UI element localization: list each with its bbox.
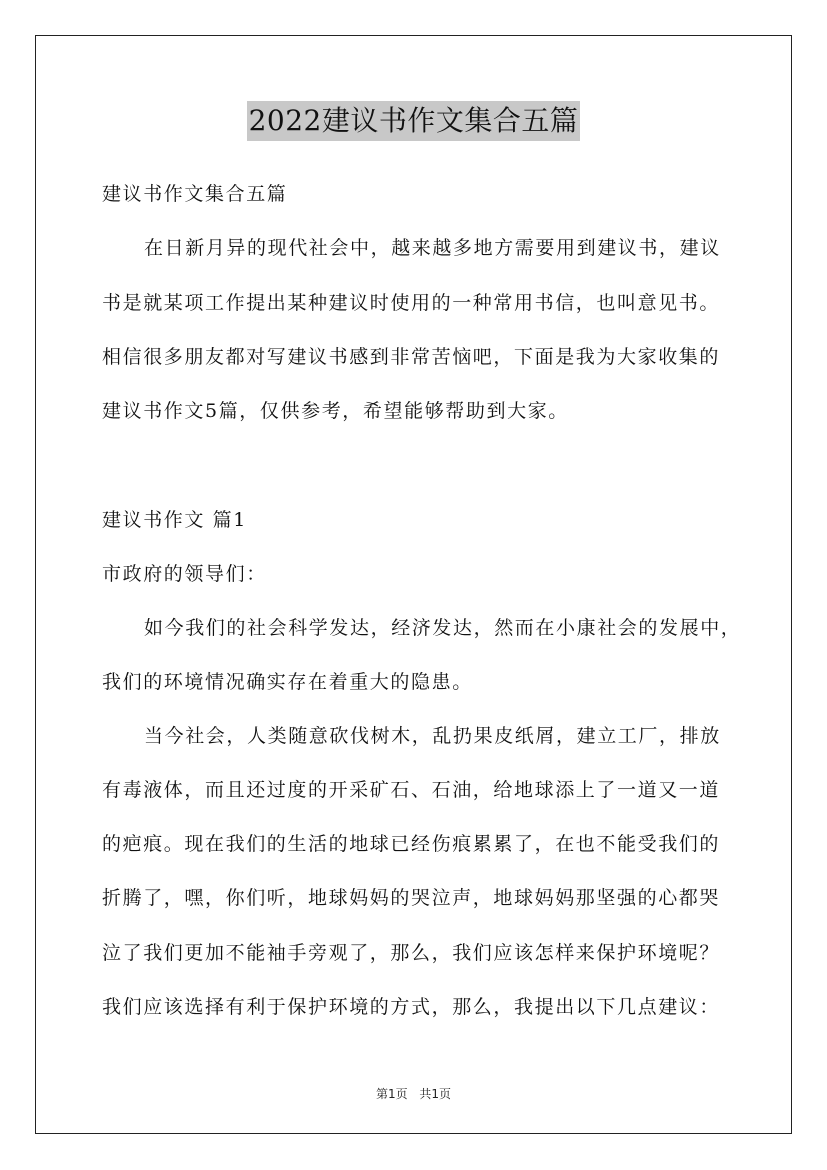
document-subtitle: 建议书作文集合五篇 xyxy=(102,183,288,205)
salutation: 市政府的领导们： xyxy=(102,563,267,585)
intro-line-3: 相信很多朋友都对写建议书感到非常苦恼吧，下面是我为大家收集的 xyxy=(102,346,721,368)
page-number: 第1页 xyxy=(375,1087,408,1101)
document-title: 2022建议书作文集合五篇 xyxy=(247,101,581,141)
page-footer xyxy=(0,1086,827,1102)
intro-line-2: 书是就某项工作提出某种建议时使用的一种常用书信，也叫意见书。 xyxy=(102,292,721,314)
intro-line-1: 在日新月异的现代社会中，越来越多地方需要用到建议书，建议 xyxy=(144,237,721,259)
paragraph2-line-5: 泣了我们更加不能袖手旁观了，那么，我们应该怎样来保护环境呢？ xyxy=(102,942,721,964)
paragraph2-line-3: 的疤痕。现在我们的生活的地球已经伤痕累累了，在也不能受我们的 xyxy=(102,833,721,855)
title-container xyxy=(0,101,827,141)
paragraph2-line-4: 折腾了，嘿，你们听，地球妈妈的哭泣声，地球妈妈那坚强的心都哭 xyxy=(102,887,721,909)
section-heading: 建议书作文 篇1 xyxy=(102,509,247,531)
paragraph2-line-2: 有毒液体，而且还过度的开采矿石、石油，给地球添上了一道又一道 xyxy=(102,779,721,801)
paragraph1-line-1: 如今我们的社会科学发达，经济发达，然而在小康社会的发展中， xyxy=(144,617,742,639)
paragraph2-line-6: 我们应该选择有利于保护环境的方式，那么，我提出以下几点建议： xyxy=(102,996,721,1018)
paragraph1-line-2: 我们的环境情况确实存在着重大的隐患。 xyxy=(102,671,473,693)
page-total: 共1页 xyxy=(419,1087,452,1101)
intro-line-4: 建议书作文5篇，仅供参考，希望能够帮助到大家。 xyxy=(102,400,569,422)
paragraph2-line-1: 当今社会，人类随意砍伐树木，乱扔果皮纸屑，建立工厂，排放 xyxy=(144,725,721,747)
